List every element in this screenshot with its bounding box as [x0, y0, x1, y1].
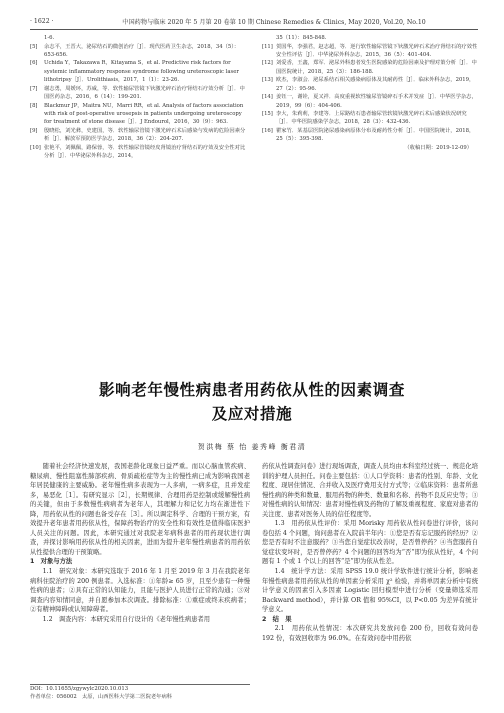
author-affiliation: 作者单位：056002 太原，山西医科大学第二医院老年病科	[30, 693, 173, 700]
body-left-column	[30, 462, 250, 624]
running-header	[30, 15, 478, 27]
reference-item: [13] 欧杰，李淑会．泌尿系结石相关感染病原体及其耐药性［J］．临床外科杂志，2019，27（2）：95-96.	[262, 77, 475, 92]
header-rule	[30, 29, 478, 30]
reference-item: [8] Blackmur JP，Maitra NU，Marri RR，et al. Analysis of factors association with risk of post-operative urosepsis in patients undergoing ureteroscopy for treatment of stone disease［J］．J Endourol，2016，30（9）：963.	[30, 102, 244, 126]
reference-item: [7] 谢志勇，周媛环，苏威，等．软性输尿管镜下钬激光碎石治疗肾结石疗效分析［J］．中国医药杂志，2016，6（14）：199-201.	[30, 85, 245, 100]
reference-item: [9] 殷晓松，刘光彝，史建国，等．软性输尿管镜下激光碎石术后感染与发病的危险因素分析［J］．解放军预防医学杂志，2018，36（2）：204-207.	[30, 127, 246, 143]
journal-line: 中国药物与临床 2020 年 5 月第 20 卷第 10 期 Chinese Remedies & Clinics, May 2020, Vol.20, No.10	[122, 18, 426, 26]
paragraph-adherence-evaluation: 1.3 用药依从性评价：采用 Morisky 用药依从性问卷进行评价，该问卷包括 4 个问题，询问患者在入院前半年内：①您是否有忘记服药的经历？②您是否有时不注意服药？③当您自觉症状改善时，是否曾停药？④当您服药自觉症状变坏时，是否曾停药？4 个问题的回答均为“否”即为依从性好，4 个问题有 1 个或 1 个以上的回答“是”即为依从性差。	[262, 520, 478, 566]
reference-item: [16] 瞿家竹．某基层医院泌尿感染病原体分布及耐药性分析［J］．中国医院统计，2018，25（5）：395-398.	[262, 128, 475, 143]
article-title	[0, 378, 504, 426]
title-line-2: 及应对措施	[211, 405, 293, 423]
reference-item: [12] 刘爱香，王鑫，郑军．泌尿外科患者发生医院感染的危险因素及护理对策分析［J］．中国医院统计，2018，25（3）：186-188.	[262, 60, 477, 75]
paragraph-intro: 随着社会经济快速发展，我国老龄化现象日益严重。而以心脑血管疾病、糖尿病、慢性阻塞性肺部疾病、骨质疏松症等为主的慢性病已成为影响我国老年居民健康的主要威胁。老年慢性病多表现为一人多病，一病多症，且并发症多，易恶化［1］。有研究显示［2］，长期规律、合理用药是控制或缓解慢性病的关键，但由于多数慢性病病者为老年人，其理解力和记忆力均在渐进性下降，用药依从性的问题也备受存在［3］。所以调定科学、合理的干预方案，有效提升老年患者用药依从性，保障药物治疗的安全性和有效性是值得临床医护人员关注的问题。因此，本研究通过对我院老年病科患者的用药现状进行调查，并探讨影响用药依从性的相关因素，进而为提升老年慢性病患者的用药依从性提供合理的干预策略。	[30, 463, 250, 556]
received-date: （收稿日期：2019-12-09）	[404, 145, 472, 152]
reference-item: 35（11）：845-848.	[276, 35, 327, 41]
reference-item: [5] 余志平，王晋大，泌尿结石的微创治疗［J］．现代医药卫生杂志，2018，34（5）：653-656.	[30, 43, 240, 58]
article-authors: 贺洪梅 蔡 怡 姜秀峰 衡君清	[197, 443, 307, 451]
reference-item: 1-6.	[44, 35, 55, 41]
title-line-1: 影响老年慢性病患者用药依从性的因素调查	[99, 381, 405, 399]
paragraph-survey-content: 1.2 调查内容：本研究采用自行设计的《老年慢性病患者用	[42, 615, 211, 623]
reference-item: [6] Uchida Y，Takazawa R，Kitayama S，et al. Predictive risk factors for systemic inflammatory response syndrome following ureteroscopic laser lithotripsy［J］．Urolithiasis，2017，1（1）：23-26.	[30, 60, 239, 84]
references-left-column	[30, 34, 250, 161]
paragraph-subjects: 1.1 研究对象：本研究选取于 2016 年 1 月至 2019 年 3 月在我院老年病科住院治疗的 200 例患者。入选标准：①年龄≥ 65 岁，且至少患有一种慢性病的患者；②具有正常的认知能力，且能与医护人员进行正常的沟通；③对调查内容知情同意，并自愿参加本次调查。排除标准：①重症或终末疾病者；②有精神障碍或认知障碍者。	[30, 568, 250, 614]
paragraph-questionnaire: 药依从性调查问卷》进行现场调查，调查人员均由本科室经过统一、规范化培训的护理人员担任。问卷主要包括：①人口学资料：患者的性别、年龄、文化程度、现居住情况、合并收入及医疗费用支付方式等；②临床资料：患者所患慢性病的种类和数量、服用药物的种类、数量和名称、药物不良反应史等；③对慢性病的认知情况：患者对慢性病及药物的了解及重视程度、家庭对患者的关注度、患者对医务人员的信任程度等。	[262, 463, 478, 518]
body-right-column	[262, 462, 478, 643]
reference-item: [14] 姜钰一，谢铨，夏又祥．高度重视软性输尿管镜碎石手术并发症［J］．中华医学杂志，2019，99（6）：404-406.	[262, 94, 477, 109]
doi: DOI：10.11655/zgywylc2020.10.013	[30, 686, 129, 692]
reference-item: [11] 贺国华，李强君，赵志超，等．逆行软性输尿管镜下钬激光碎石术治疗肾结石的疗效性安全性评估［J］．中华泌尿外科杂志，2015，36（5）：401-404.	[262, 43, 478, 58]
references-right-column	[262, 34, 478, 152]
reference-item: [10] 张艳平，刘佩佩，路保蓉，等．软性输尿管镜经皮肾镜治疗肾结石的疗效及安全性对比分析［J］．中华泌尿外科杂志，2014，	[30, 144, 246, 159]
paragraph-adherence-results: 2.1 用药依从性情况：本次研究共发放问卷 200 份，回收有效问卷 192 份，有效回收率为 96.0%。在有效问卷中用药依	[262, 625, 478, 642]
page-number: · 1622 ·	[30, 17, 54, 25]
paragraph-statistics: 1.4 统计学方法：采用 SPSS 19.0 统计学软件进行统计分析，影响老年慢性病患者用药依从性的单因素分析采用 χ² 检验，并将单因素分析中有统计学意义的因素引入多因素 Logistic 回归模型中进行分析（变量筛选采用 Backward method），并计算 OR 值和 95%CI，以 P<0.05 为差异有统计学意义。	[262, 568, 478, 614]
section-heading-results: 2 结 果	[262, 615, 292, 623]
reference-item: [15] 李大，朱莉莉，李建等．上尿路结石患者输尿管软镜钬激光碎石术后感染状况研究［J］．中华医院感染学杂志，2018，28（3）：432-436.	[262, 111, 467, 126]
footnote	[30, 684, 250, 701]
section-heading-methods: 1 对象与方法	[30, 558, 73, 566]
